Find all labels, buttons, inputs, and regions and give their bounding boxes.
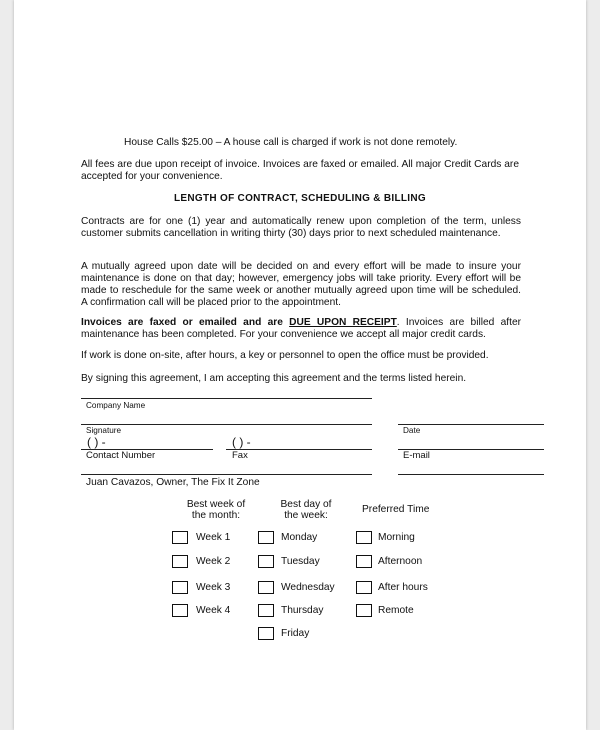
thursday-checkbox[interactable]: [258, 604, 274, 617]
monday-label: Monday: [281, 532, 318, 543]
afternoon-label: Afternoon: [378, 556, 423, 567]
friday-label: Friday: [281, 628, 310, 639]
morning-label: Morning: [378, 532, 415, 543]
date-line[interactable]: [398, 424, 544, 425]
morning-checkbox[interactable]: [356, 531, 372, 544]
fax-input[interactable]: ( ) -: [232, 435, 251, 449]
contact-number-label: Contact Number: [86, 450, 156, 461]
house-calls-text: House Calls $25.00 – A house call is charged if work is not done remotely.: [124, 137, 458, 148]
remote-label: Remote: [378, 605, 414, 616]
document-page: [14, 0, 586, 730]
signature-line[interactable]: [81, 424, 372, 425]
section-heading: LENGTH OF CONTRACT, SCHEDULING & BILLING: [174, 193, 426, 204]
week-1-label: Week 1: [196, 532, 231, 543]
week-4-label: Week 4: [196, 605, 231, 616]
mutual-date-paragraph: A mutually agreed upon date will be decided on and every effort will be made to insure your maintenance is done on that day; however, emergency jobs will take priority. Every effort will be made to reschedule for the same week or another mutually agreed upon time will be scheduled. A confirmation call will be placed prior to the appointment.: [81, 261, 521, 308]
company-name-label: Company Name: [86, 401, 146, 410]
week-2-label: Week 2: [196, 556, 231, 567]
contracts-paragraph: Contracts are for one (1) year and automatically renew upon completion of the term, unless customer submits cancellation in writing thirty (30) days prior to next scheduled maintenance.: [81, 216, 521, 239]
week-header-line2: the month:: [191, 510, 241, 521]
week-3-checkbox[interactable]: [172, 581, 188, 594]
week-3-label: Week 3: [196, 582, 231, 593]
day-header-line2: the week:: [284, 510, 328, 521]
company-name-line[interactable]: [81, 398, 372, 399]
week-header-line1: Best week of: [186, 499, 246, 510]
fax-label: Fax: [232, 450, 248, 461]
email-label: E-mail: [403, 450, 430, 461]
signing-text: By signing this agreement, I am accepting this agreement and the terms listed herein.: [81, 373, 467, 384]
monday-checkbox[interactable]: [258, 531, 274, 544]
friday-checkbox[interactable]: [258, 627, 274, 640]
invoices-rest-text: . Invoices are billed after maintenance has been completed. For your convenience we accept all major credit cards.: [81, 317, 521, 340]
week-1-checkbox[interactable]: [172, 531, 188, 544]
fees-paragraph: All fees are due upon receipt of invoice. Invoices are faxed or emailed. All major Credit Cards are accepted for your convenience.: [81, 159, 519, 182]
signature-label: Signature: [86, 426, 122, 435]
remote-checkbox[interactable]: [356, 604, 372, 617]
tuesday-checkbox[interactable]: [258, 555, 274, 568]
invoices-bold-text: Invoices are faxed or emailed and are: [81, 317, 290, 328]
thursday-label: Thursday: [281, 605, 324, 616]
afternoon-checkbox[interactable]: [356, 555, 372, 568]
onsite-text: If work is done on-site, after hours, a key or personnel to open the office must be provided.: [81, 350, 489, 361]
owner-text: Juan Cavazos, Owner, The Fix It Zone: [86, 477, 260, 488]
wednesday-label: Wednesday: [281, 582, 335, 593]
time-header: Preferred Time: [362, 504, 430, 515]
owner-line: [81, 474, 372, 475]
owner-date-line[interactable]: [398, 474, 544, 475]
after-hours-label: After hours: [378, 582, 428, 593]
week-2-checkbox[interactable]: [172, 555, 188, 568]
date-label: Date: [403, 426, 421, 435]
day-header-line1: Best day of: [280, 499, 332, 510]
due-upon-receipt-text: DUE UPON RECEIPT: [289, 317, 397, 328]
tuesday-label: Tuesday: [281, 556, 320, 567]
wednesday-checkbox[interactable]: [258, 581, 274, 594]
after-hours-checkbox[interactable]: [356, 581, 372, 594]
week-4-checkbox[interactable]: [172, 604, 188, 617]
contact-number-input[interactable]: ( ) -: [87, 435, 106, 449]
invoices-paragraph: [81, 317, 521, 341]
